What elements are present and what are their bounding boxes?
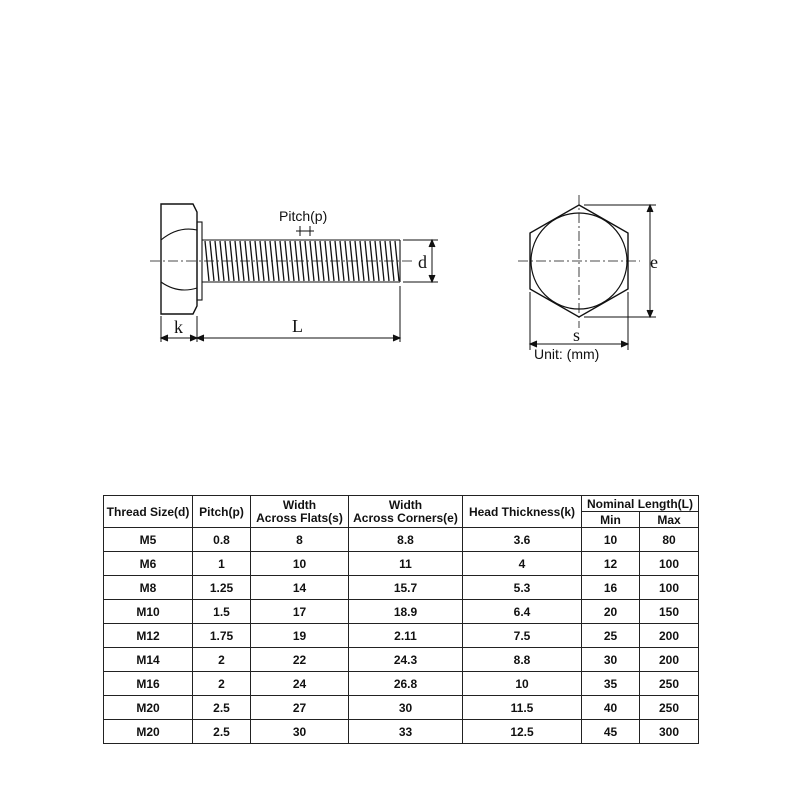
cell-length-max: 200: [640, 624, 699, 648]
cell-length-min: 30: [582, 648, 640, 672]
cell-thread-size: M20: [104, 720, 193, 744]
cell-width-across-corners: 2.11: [349, 624, 463, 648]
cell-pitch: 1.75: [193, 624, 251, 648]
table-row: [104, 576, 699, 600]
table-row: [104, 720, 699, 744]
e-label: e: [650, 252, 658, 272]
bolt-head-outline: [161, 204, 197, 314]
header-width-flats-line1: Width: [282, 497, 317, 512]
pitch-label: Pitch(p): [279, 208, 328, 224]
bolt-head-facet-bottom: [161, 282, 197, 290]
cell-width-across-flats: 8: [251, 528, 349, 552]
s-label: s: [573, 325, 581, 345]
cell-pitch: 2.5: [193, 720, 251, 744]
unit-label: Unit: (mm): [534, 346, 600, 362]
cell-width-across-flats: 10: [251, 552, 349, 576]
table-row: [104, 600, 699, 624]
cell-thread-size: M6: [104, 552, 193, 576]
cell-width-across-flats: 14: [251, 576, 349, 600]
header-max: Max: [640, 512, 699, 528]
cell-length-max: 100: [640, 552, 699, 576]
table-row: [104, 528, 699, 552]
cell-width-across-flats: 17: [251, 600, 349, 624]
cell-head-thickness: 3.6: [463, 528, 582, 552]
cell-length-max: 250: [640, 672, 699, 696]
cell-length-min: 10: [582, 528, 640, 552]
cell-head-thickness: 8.8: [463, 648, 582, 672]
cell-head-thickness: 10: [463, 672, 582, 696]
bolt-end-view: [518, 195, 640, 328]
cell-length-max: 300: [640, 720, 699, 744]
cell-thread-size: M16: [104, 672, 193, 696]
cell-width-across-corners: 33: [349, 720, 463, 744]
cell-length-min: 40: [582, 696, 640, 720]
cell-length-max: 250: [640, 696, 699, 720]
table-row: [104, 624, 699, 648]
cell-thread-size: M12: [104, 624, 193, 648]
cell-length-max: 80: [640, 528, 699, 552]
table-row: [104, 672, 699, 696]
cell-length-min: 20: [582, 600, 640, 624]
header-width-flats-line2: Across Flats(s): [256, 510, 343, 525]
cell-head-thickness: 6.4: [463, 600, 582, 624]
cell-width-across-corners: 24.3: [349, 648, 463, 672]
cell-length-min: 45: [582, 720, 640, 744]
k-label: k: [174, 317, 183, 337]
cell-head-thickness: 11.5: [463, 696, 582, 720]
table-row: [104, 552, 699, 576]
cell-head-thickness: 12.5: [463, 720, 582, 744]
cell-length-min: 16: [582, 576, 640, 600]
cell-length-max: 200: [640, 648, 699, 672]
cell-head-thickness: 4: [463, 552, 582, 576]
cell-width-across-flats: 24: [251, 672, 349, 696]
cell-width-across-corners: 15.7: [349, 576, 463, 600]
cell-length-min: 35: [582, 672, 640, 696]
cell-length-min: 25: [582, 624, 640, 648]
cell-head-thickness: 5.3: [463, 576, 582, 600]
cell-thread-size: M14: [104, 648, 193, 672]
cell-thread-size: M8: [104, 576, 193, 600]
bolt-head-facet-top: [161, 229, 197, 240]
header-width-corners-line1: Width: [388, 497, 423, 512]
header-thread-size: Thread Size(d): [104, 496, 193, 528]
cell-pitch: 1: [193, 552, 251, 576]
cell-pitch: 1.5: [193, 600, 251, 624]
cell-width-across-corners: 30: [349, 696, 463, 720]
cell-width-across-flats: 19: [251, 624, 349, 648]
table-body: [104, 528, 699, 744]
L-label: L: [292, 316, 303, 336]
cell-thread-size: M20: [104, 696, 193, 720]
cell-pitch: 1.25: [193, 576, 251, 600]
header-head-thickness: Head Thickness(k): [463, 496, 582, 528]
cell-length-max: 150: [640, 600, 699, 624]
cell-pitch: 2.5: [193, 696, 251, 720]
header-width-corners-line2: Across Corners(e): [353, 510, 458, 525]
cell-pitch: 2: [193, 648, 251, 672]
table-row: [104, 648, 699, 672]
cell-length-min: 12: [582, 552, 640, 576]
bolt-spec-table: [103, 495, 699, 744]
cell-length-max: 100: [640, 576, 699, 600]
header-pitch: Pitch(p): [193, 496, 251, 528]
header-width-across-corners: [349, 496, 463, 528]
cell-width-across-corners: 11: [349, 552, 463, 576]
cell-thread-size: M10: [104, 600, 193, 624]
cell-head-thickness: 7.5: [463, 624, 582, 648]
cell-pitch: 2: [193, 672, 251, 696]
cell-width-across-flats: 30: [251, 720, 349, 744]
cell-width-across-corners: 18.9: [349, 600, 463, 624]
pitch-marker: [296, 226, 314, 236]
d-label: d: [418, 252, 427, 272]
cell-width-across-flats: 22: [251, 648, 349, 672]
table-row: [104, 696, 699, 720]
header-min: Min: [582, 512, 640, 528]
cell-thread-size: M5: [104, 528, 193, 552]
header-width-across-flats: [251, 496, 349, 528]
table-header-row: [104, 496, 699, 512]
header-nominal-length: Nominal Length(L): [582, 496, 699, 512]
cell-width-across-flats: 27: [251, 696, 349, 720]
cell-pitch: 0.8: [193, 528, 251, 552]
cell-width-across-corners: 26.8: [349, 672, 463, 696]
cell-width-across-corners: 8.8: [349, 528, 463, 552]
